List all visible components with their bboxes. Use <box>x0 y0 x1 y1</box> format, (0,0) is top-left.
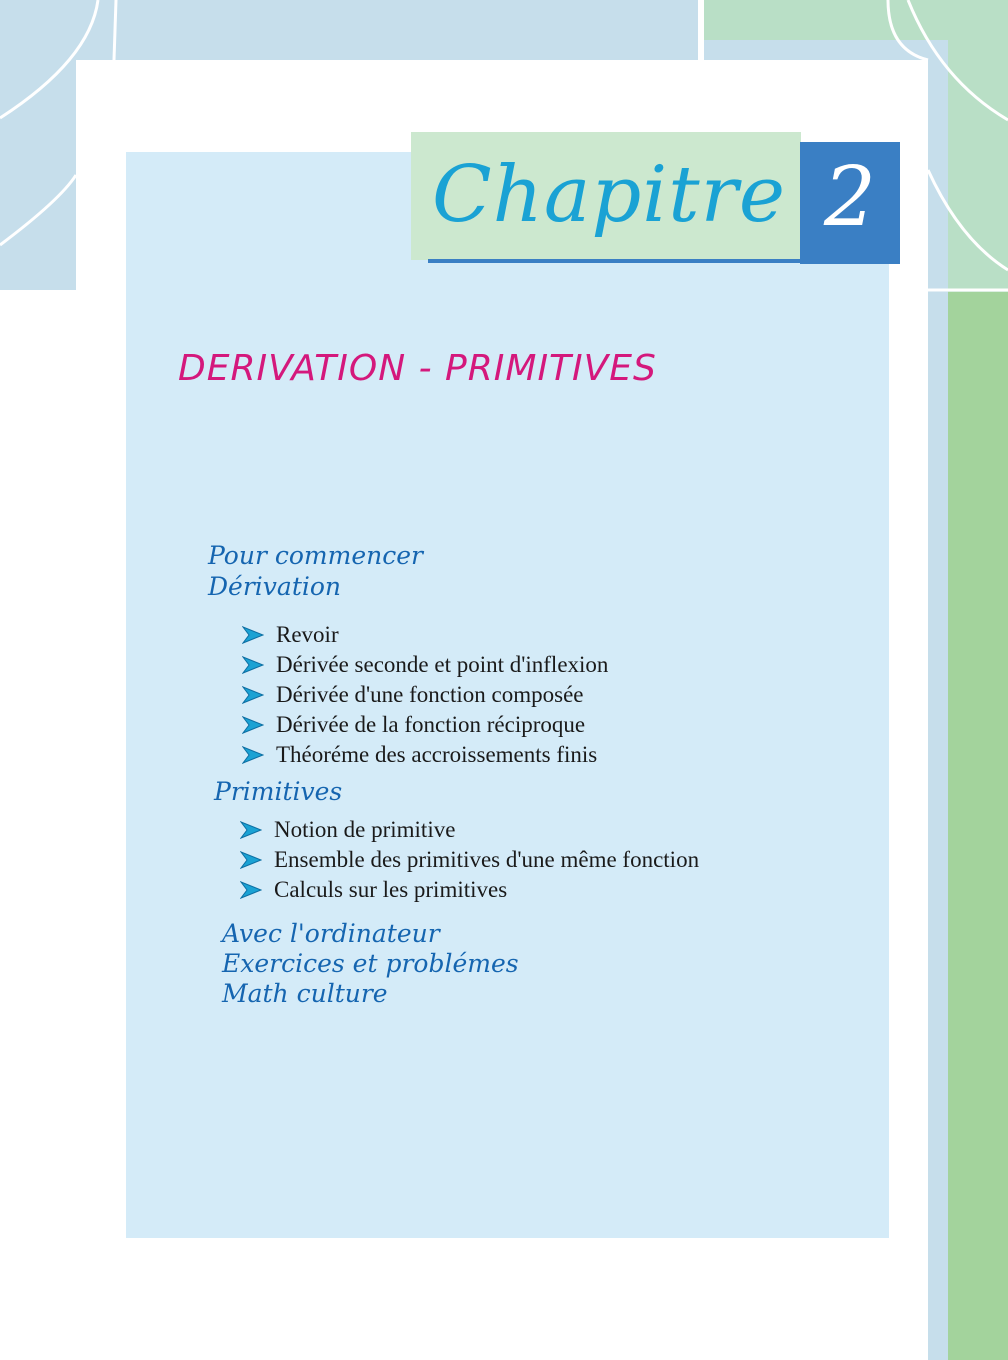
section-primitives: Primitives <box>214 777 343 806</box>
section-pour-commencer: Pour commencer <box>208 541 423 570</box>
list-item-label: Dérivée de la fonction réciproque <box>276 712 586 737</box>
arrow-bullet-icon <box>242 656 264 674</box>
chapter-word: Chapitre <box>431 150 787 240</box>
section-avec-ordinateur: Avec l'ordinateur <box>222 919 440 948</box>
list-item-label: Revoir <box>276 622 339 647</box>
arrow-bullet-icon <box>242 626 264 644</box>
list-item-label: Calculs sur les primitives <box>274 877 508 902</box>
arrow-bullet-icon <box>242 746 264 764</box>
list-item-label: Dérivée d'une fonction composée <box>276 682 584 707</box>
list-item <box>240 877 507 903</box>
list-item <box>242 652 608 678</box>
chapter-number: 2 <box>823 150 877 245</box>
list-item-label: Théoréme des accroissements finis <box>276 742 598 767</box>
chapter-underline <box>428 259 800 263</box>
arrow-bullet-icon <box>242 686 264 704</box>
list-item <box>242 742 597 768</box>
arrow-bullet-icon <box>240 821 262 839</box>
chapter-title: DERIVATION - PRIMITIVES <box>178 348 657 389</box>
list-item <box>242 622 339 648</box>
list-item <box>242 682 584 708</box>
background-strip-right-green <box>948 292 1008 1360</box>
list-item-label: Dérivée seconde et point d'inflexion <box>276 652 609 677</box>
arrow-bullet-icon <box>240 881 262 899</box>
list-item <box>240 817 455 843</box>
list-item-label: Notion de primitive <box>274 817 456 842</box>
arrow-bullet-icon <box>240 851 262 869</box>
section-math-culture: Math culture <box>222 979 388 1008</box>
list-item <box>240 847 699 873</box>
arrow-bullet-icon <box>242 716 264 734</box>
list-item <box>242 712 585 738</box>
list-item-label: Ensemble des primitives d'une même fonction <box>274 847 700 872</box>
section-exercices: Exercices et problémes <box>222 949 519 978</box>
section-derivation: Dérivation <box>208 572 342 601</box>
